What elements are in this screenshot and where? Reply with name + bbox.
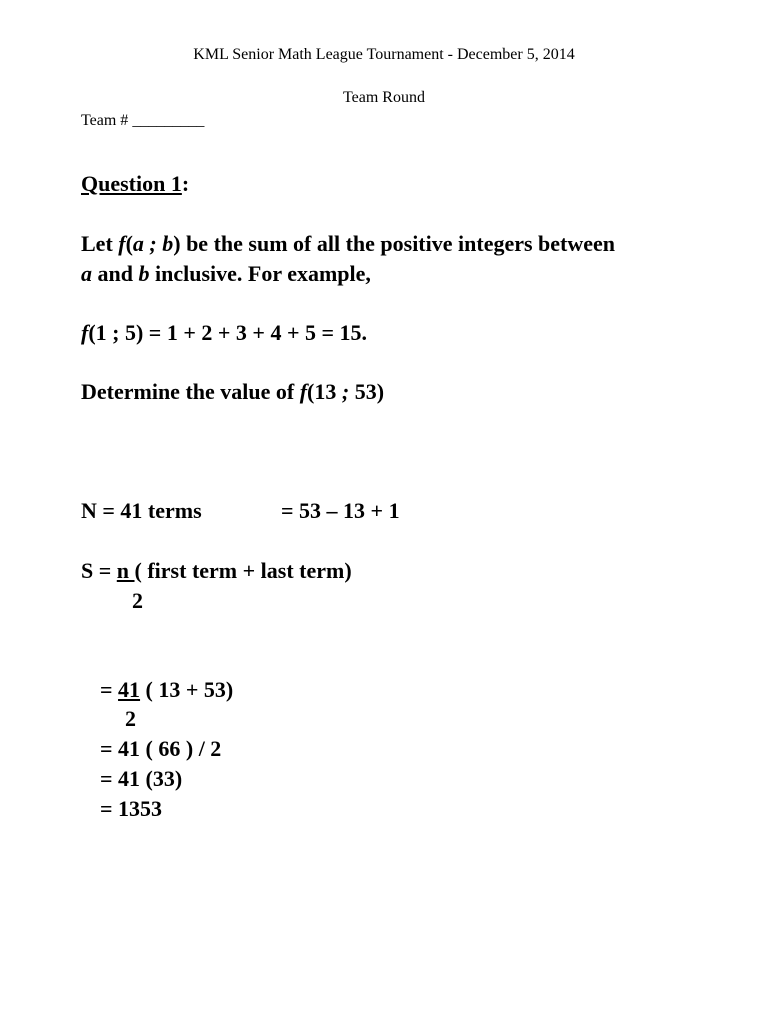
example-function-f: f [81,320,89,345]
problem-line-1-text-c: ) be the sum of all the positive integers between [173,231,616,256]
sum-formula-numerator: n [116,558,135,583]
solution-step-1 [100,677,233,703]
problem-line-2-text-b: inclusive. For example, [149,261,371,286]
problem-line-1-text-b: ( [125,231,133,256]
task-function-f: f [299,379,308,404]
solution-n-calculation: = 53 – 13 + 1 [281,498,400,523]
sum-formula-denominator: 2 [132,588,143,613]
variable-a: a [81,261,92,286]
task-text-b: (13 [307,379,342,404]
document-title: KML Senior Math League Tournament - December 5, 2014 [193,46,575,63]
task-text-a: Determine the value of [81,379,300,404]
problem-line-2 [81,261,371,287]
problem-line-1-text-a: Let [81,231,119,256]
task-semicolon: ; [341,379,350,404]
solution-step-1-prefix: = [100,677,119,702]
solution-step-2: = 41 ( 66 ) / 2 [100,736,222,761]
sum-formula [81,558,352,584]
team-label: Team # [81,112,129,129]
round-label: Team Round [343,89,425,106]
sum-formula-rest: ( first term + last term) [134,558,352,583]
solution-n-line: N = 41 terms [81,498,202,523]
solution-final-answer: = 1353 [100,796,163,821]
team-blank: _________ [132,112,205,129]
variables-a-b: a ; b [132,231,174,256]
solution-step-1-denominator: 2 [125,706,136,731]
problem-line-2-text-a: and [92,261,139,286]
solution-step-1-rest: ( 13 + 53) [140,677,234,702]
team-number-line [81,112,204,130]
question-heading-colon: : [181,171,190,196]
question-heading [81,171,189,197]
sum-formula-prefix: S = [81,558,117,583]
problem-line-1 [81,231,615,257]
example-text: (1 ; 5) = 1 + 2 + 3 + 4 + 5 = 15. [88,320,368,345]
example-line [81,320,367,346]
task-text-c: 53) [349,379,385,404]
variable-b: b [138,261,150,286]
question-heading-text: Question 1 [81,171,182,196]
task-line [81,379,384,405]
solution-step-3: = 41 (33) [100,766,183,791]
function-f: f [118,231,126,256]
solution-step-1-numerator: 41 [118,677,141,702]
